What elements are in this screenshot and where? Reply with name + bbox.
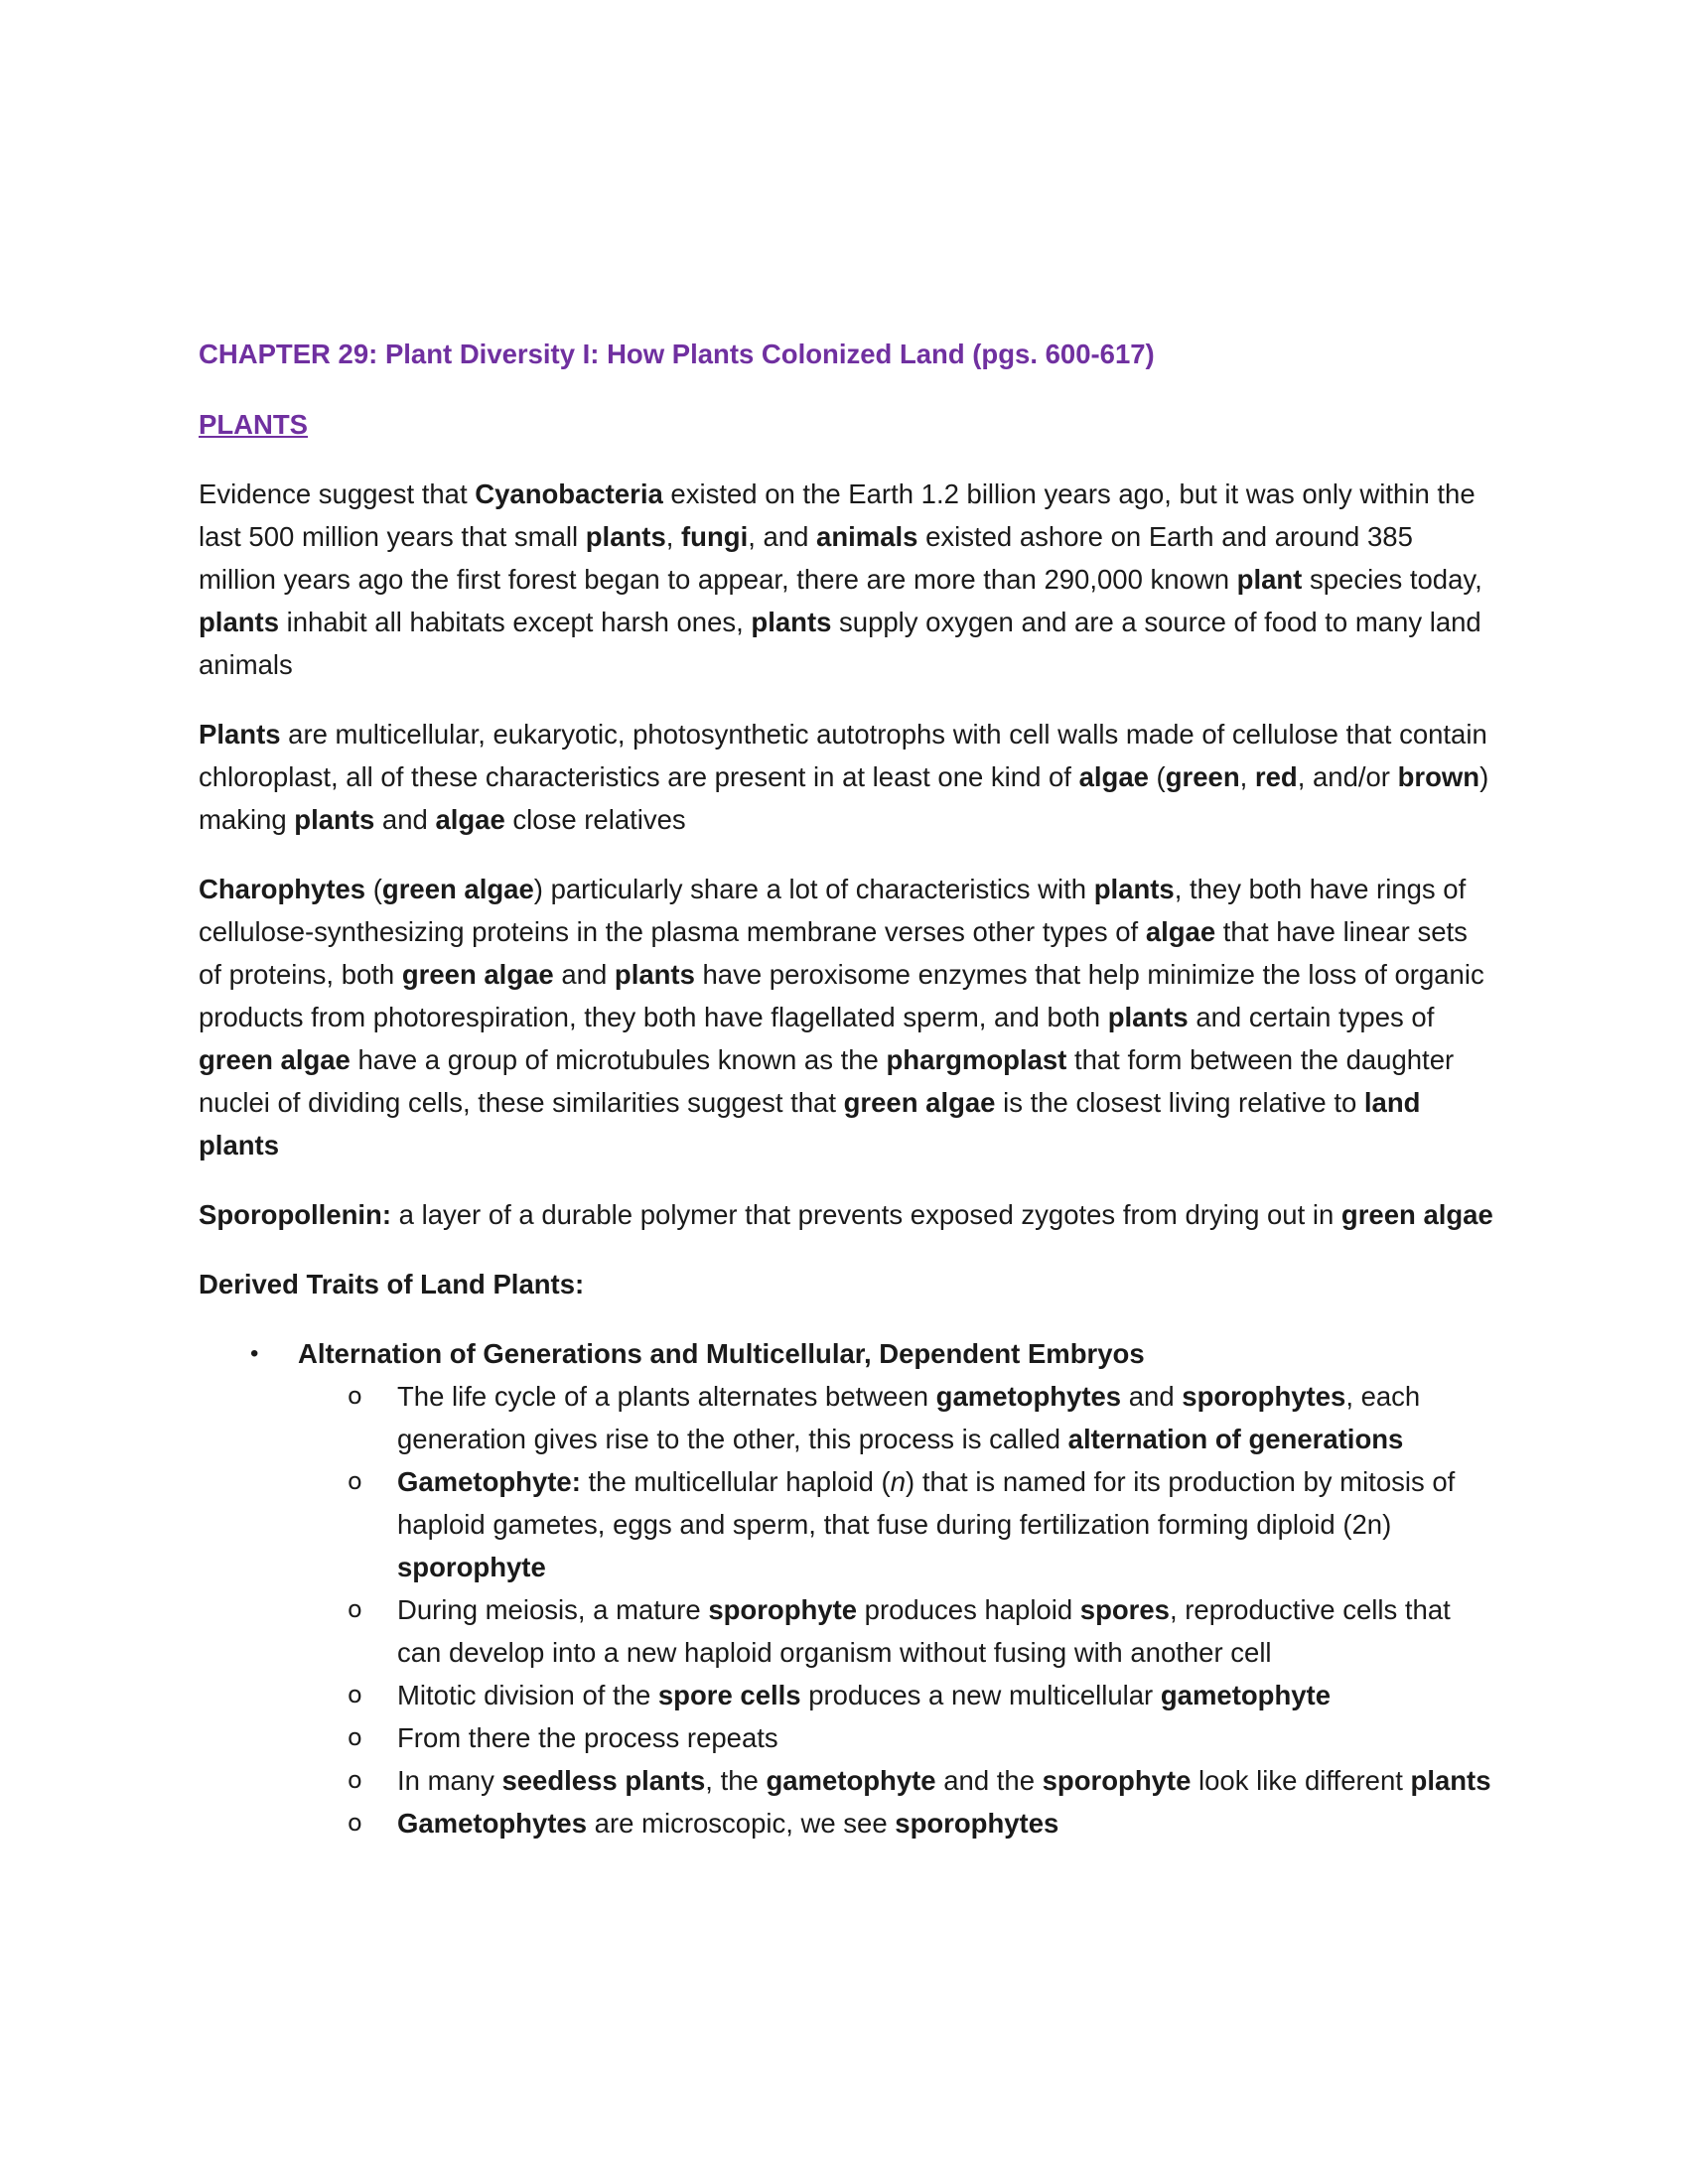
- bold-term: Derived Traits of Land Plants:: [199, 1269, 585, 1299]
- bold-term: green: [1165, 761, 1240, 792]
- bold-term: plants: [199, 607, 279, 637]
- sub-item-text: [397, 1466, 1455, 1582]
- bold-term: sporophytes: [1182, 1381, 1346, 1412]
- text-run: is the closest living relative to: [995, 1087, 1364, 1118]
- bold-term: Sporopollenin:: [199, 1199, 392, 1230]
- sub-list-item: [298, 1460, 1494, 1588]
- bold-term: spore cells: [657, 1680, 801, 1710]
- bold-term: plants: [614, 959, 695, 990]
- text-run: ) making: [199, 761, 1489, 835]
- text-run: existed ashore on Earth and around 385 million years ago the first forest began to appear, there are more than 290,000 known: [199, 521, 1413, 595]
- bold-term: red: [1254, 761, 1298, 792]
- bold-term: green algae: [381, 874, 534, 904]
- text-run: that have linear sets of proteins, both: [199, 916, 1468, 990]
- text-run: ,: [665, 521, 682, 552]
- bold-term: algae: [1145, 916, 1216, 947]
- text-run: and: [553, 959, 615, 990]
- bold-term: gametophytes: [935, 1381, 1122, 1412]
- circle-bullet-icon: o: [348, 1595, 362, 1623]
- circle-bullet-icon: o: [348, 1809, 362, 1837]
- paragraph-derived-traits-heading: [199, 1263, 1494, 1305]
- text-run: and: [374, 804, 436, 835]
- text-run: , reproductive cells that can develop into a new haploid organism without fusing with another cell: [397, 1594, 1451, 1668]
- text-run: are microscopic, we see: [587, 1808, 896, 1839]
- text-run: look like different: [1191, 1765, 1411, 1796]
- sub-item-text: [397, 1765, 1491, 1796]
- paragraph-sporopollenin: [199, 1193, 1494, 1236]
- text-run: a layer of a durable polymer that prevents exposed zygotes from drying out in: [391, 1199, 1341, 1230]
- bold-term: plants: [1410, 1765, 1491, 1796]
- sub-list-item: [298, 1375, 1494, 1460]
- text-run: produces haploid: [857, 1594, 1080, 1625]
- text-run: and the: [935, 1765, 1043, 1796]
- sub-list-item: [298, 1759, 1494, 1802]
- text-run: and: [1121, 1381, 1183, 1412]
- text-run: , they both have rings of cellulose-synthesizing proteins in the plasma membrane verses other types of: [199, 874, 1467, 947]
- bold-term: Alternation of Generations and Multicellular, Dependent Embryos: [298, 1338, 1145, 1369]
- bold-term: Cyanobacteria: [475, 478, 663, 509]
- text-run: have a group of microtubules known as the: [350, 1044, 887, 1075]
- sub-item-text: [397, 1680, 1331, 1710]
- circle-bullet-icon: o: [348, 1382, 362, 1410]
- text-run: existed on the Earth 1.2 billion years ago, but it was only within the last 500 million years that small: [199, 478, 1476, 552]
- sub-item-text: [397, 1722, 778, 1753]
- paragraph-cyanobacteria: [199, 473, 1494, 686]
- bold-term: sporophyte: [708, 1594, 858, 1625]
- section-heading: PLANTS: [199, 409, 308, 440]
- text-run: , the: [705, 1765, 767, 1796]
- bold-term: sporophyte: [397, 1552, 546, 1582]
- bold-term: gametophyte: [1160, 1680, 1331, 1710]
- derived-traits-list: [199, 1332, 1494, 1844]
- bold-term: algae: [1078, 761, 1149, 792]
- circle-bullet-icon: o: [348, 1681, 362, 1708]
- bold-term: Charophytes: [199, 874, 366, 904]
- text-run: produces a new multicellular: [800, 1680, 1161, 1710]
- text-run: In many: [397, 1765, 502, 1796]
- text-run: have peroxisome enzymes that help minimize the loss of organic products from photorespiration, they both have flagellated sperm, and both: [199, 959, 1484, 1032]
- bold-term: alternation of generations: [1067, 1424, 1404, 1454]
- bold-term: Gametophytes: [397, 1808, 588, 1839]
- bold-term: sporophyte: [1042, 1765, 1192, 1796]
- bold-term: green algae: [843, 1087, 996, 1118]
- italic-term: n: [890, 1466, 907, 1497]
- bold-term: gametophyte: [766, 1765, 936, 1796]
- bold-term: plants: [294, 804, 375, 835]
- circle-bullet-icon: o: [348, 1723, 362, 1751]
- text-run: ) that is named for its production by mitosis of haploid gametes, eggs and sperm, that fuse during fertilization forming diploid (2n): [397, 1466, 1456, 1540]
- text-run: The life cycle of a plants alternates between: [397, 1381, 936, 1412]
- paragraph-plant-characteristics: [199, 713, 1494, 841]
- text-run: are multicellular, eukaryotic, photosynthetic autotrophs with cell walls made of cellulose that contain chloroplast, all of these characteristics are present in at least one kind of: [199, 719, 1487, 792]
- circle-bullet-icon: o: [348, 1766, 362, 1794]
- bold-term: green algae: [199, 1044, 351, 1075]
- bold-term: brown: [1397, 761, 1480, 792]
- sub-item-text: [397, 1808, 1058, 1839]
- bullet-icon: •: [250, 1340, 259, 1367]
- sub-list: [298, 1375, 1494, 1844]
- text-run: , and/or: [1297, 761, 1398, 792]
- text-run: ,: [1239, 761, 1255, 792]
- bold-term: green algae: [1340, 1199, 1493, 1230]
- text-run: the multicellular haploid (: [580, 1466, 891, 1497]
- text-run: , each generation gives rise to the other, this process is called: [397, 1381, 1421, 1454]
- chapter-heading: CHAPTER 29: Plant Diversity I: How Plants Colonized Land (pgs. 600-617): [199, 339, 1155, 369]
- text-run: , and: [748, 521, 817, 552]
- list-item-heading: [298, 1332, 1494, 1375]
- text-run: supply oxygen and are a source of food to many land animals: [199, 607, 1481, 680]
- paragraph-charophytes: [199, 868, 1494, 1166]
- sub-list-item: [298, 1674, 1494, 1716]
- bold-term: sporophytes: [895, 1808, 1059, 1839]
- sub-list-item: [298, 1716, 1494, 1759]
- bold-term: plants: [1107, 1002, 1189, 1032]
- bold-term: phargmoplast: [886, 1044, 1067, 1075]
- bold-term: fungi: [681, 521, 749, 552]
- text-run: (: [1148, 761, 1166, 792]
- document-page: [199, 333, 1494, 1844]
- bold-term: land plants: [199, 1087, 1421, 1160]
- sub-list-item: [298, 1588, 1494, 1674]
- bold-term: algae: [435, 804, 505, 835]
- bold-term: plant: [1236, 564, 1303, 595]
- text-run: species today,: [1302, 564, 1482, 595]
- text-run: Evidence suggest that: [199, 478, 476, 509]
- sub-item-text: [397, 1381, 1420, 1454]
- text-run: ) particularly share a lot of characteristics with: [533, 874, 1094, 904]
- text-run: During meiosis, a mature: [397, 1594, 709, 1625]
- sub-list-item: [298, 1802, 1494, 1844]
- bold-term: Plants: [199, 719, 281, 750]
- bold-term: plants: [585, 521, 666, 552]
- bold-term: seedless plants: [501, 1765, 706, 1796]
- bold-term: plants: [1093, 874, 1175, 904]
- text-run: (: [365, 874, 382, 904]
- text-run: and certain types of: [1188, 1002, 1435, 1032]
- list-item: [199, 1332, 1494, 1844]
- text-run: inhabit all habitats except harsh ones,: [278, 607, 752, 637]
- circle-bullet-icon: o: [348, 1467, 362, 1495]
- text-run: Mitotic division of the: [397, 1680, 658, 1710]
- bold-term: green algae: [401, 959, 554, 990]
- bold-term: Gametophyte:: [397, 1466, 581, 1497]
- sub-item-text: [397, 1594, 1451, 1668]
- text-run: close relatives: [504, 804, 686, 835]
- text-run: From there the process repeats: [397, 1722, 778, 1753]
- bold-term: animals: [816, 521, 918, 552]
- text-run: that form between the daughter nuclei of dividing cells, these similarities suggest that: [199, 1044, 1455, 1118]
- bold-term: plants: [751, 607, 832, 637]
- bold-term: spores: [1079, 1594, 1170, 1625]
